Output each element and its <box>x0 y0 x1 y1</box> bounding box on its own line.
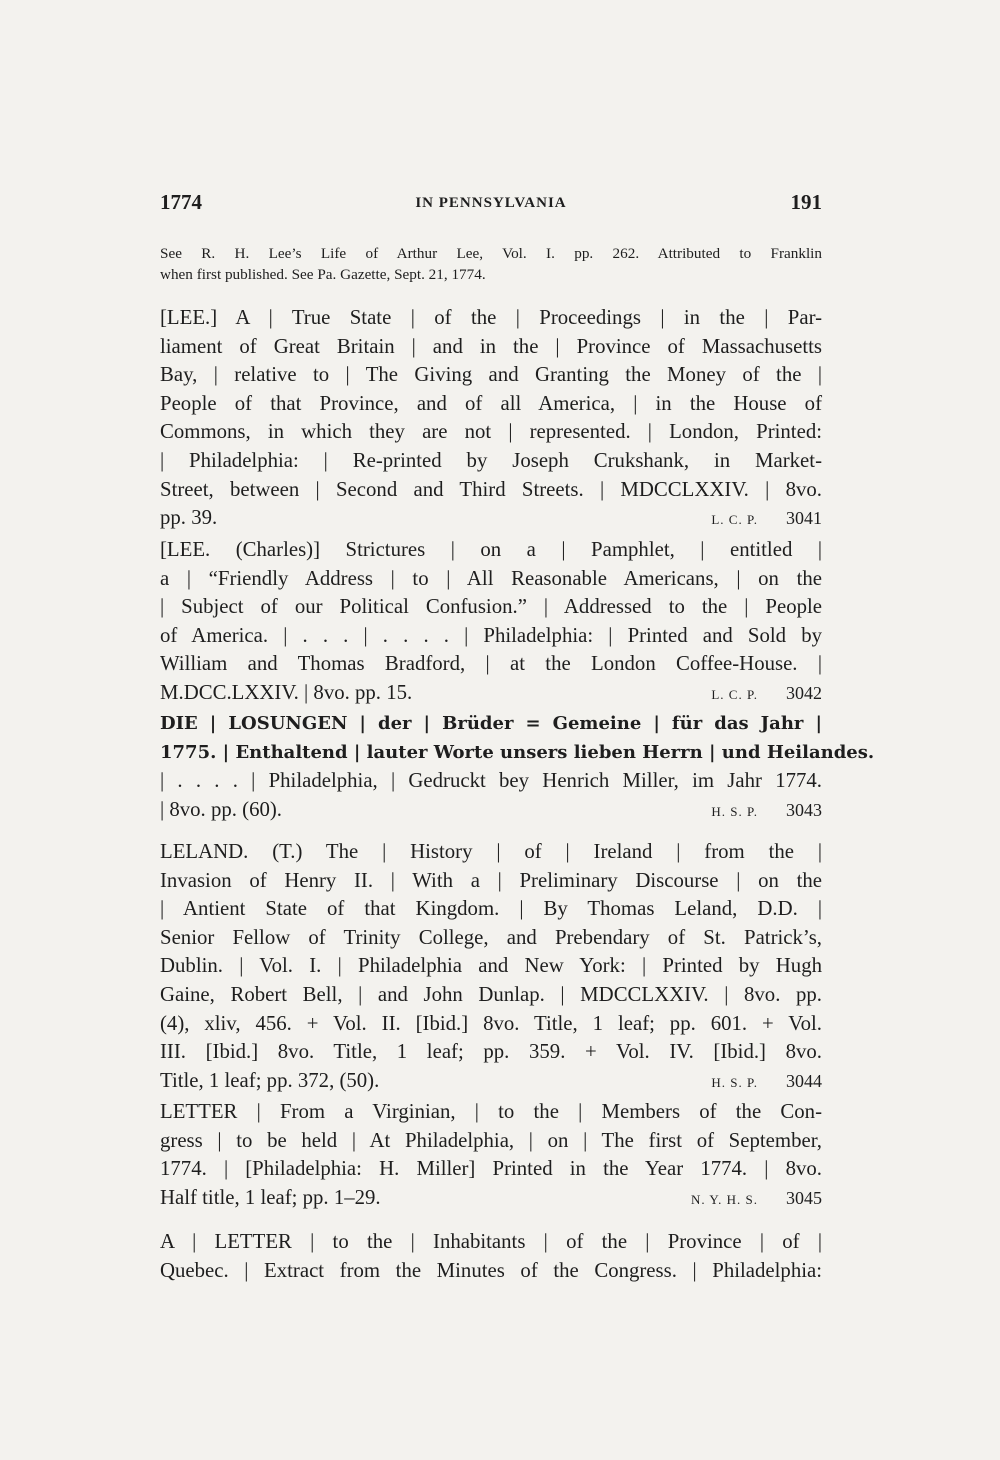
entry-line: Quebec. | Extract from the Minutes of the Congress. | Philadelphia: <box>160 1258 822 1282</box>
entry-line: | Antient State of that Kingdom. | By Thomas Leland, D.D. | <box>160 897 822 921</box>
entry-line: [LEE. (Charles)] Strictures | on a | Pamphlet, | entitled | <box>160 538 822 561</box>
entry-number: 3043 <box>786 799 822 820</box>
entry-line: LETTER | From a Virginian, | to the | Members of the Con- <box>160 1100 822 1123</box>
entry-last-line <box>160 504 822 533</box>
entry-line: | 8vo. pp. (60). <box>160 797 282 821</box>
entry-line: Invasion of Henry II. | With a | Preliminary Discourse | on the <box>160 868 822 892</box>
entry-reference <box>711 504 822 535</box>
bibliography-entry-3045 <box>160 1098 822 1212</box>
entry-line: a | “Friendly Address | to | All Reasonable Americans, | on the <box>160 566 822 590</box>
entry-line: Gaine, Robert Bell, | and John Dunlap. | MDCCLXXIV. | 8vo. pp. <box>160 982 822 1006</box>
header-title: IN PENNSYLVANIA <box>415 195 567 211</box>
entry-line: liament of Great Britain | and in the | Province of Massachusetts <box>160 334 822 358</box>
library-code: N. Y. H. S. <box>691 1191 758 1207</box>
entry-last-line <box>160 796 822 825</box>
entry-line: Commons, in which they are not | represented. | London, Printed: <box>160 420 822 444</box>
entry-line: gress | to be held | At Philadelphia, | on | The first of September, <box>160 1128 822 1152</box>
entry-line: Half title, 1 leaf; pp. 1–29. <box>160 1185 381 1209</box>
entry-line: | Subject of our Political Confusion.” | Addressed to the | People <box>160 595 822 619</box>
running-header <box>160 190 822 220</box>
entry-line-blackletter: DIE | LOSUNGEN | der | Brüder = Gemeine | für das Jahr | <box>160 713 822 734</box>
bibliography-entry-continued <box>160 1228 822 1285</box>
entry-reference <box>691 1184 822 1215</box>
entry-line: William and Thomas Bradford, | at the London Coffee-House. | <box>160 652 822 676</box>
entry-number: 3041 <box>786 508 822 529</box>
header-year: 1774 <box>160 190 202 214</box>
entry-line: M.DCC.LXXIV. | 8vo. pp. 15. <box>160 680 413 704</box>
entry-line: LELAND. (T.) The | History | of | Ireland | from the | <box>160 840 822 863</box>
entry-line: Senior Fellow of Trinity College, and Prebendary of St. Patrick’s, <box>160 925 822 949</box>
entry-line-blackletter: 1775. | Enthaltend | lauter Worte unsers lieben Herrn | und Heilandes. <box>160 741 875 763</box>
entry-last-line <box>160 679 822 708</box>
entry-reference <box>711 1067 822 1098</box>
entry-line: A | LETTER | to the | Inhabitants | of the | Province | of | <box>160 1230 822 1253</box>
entry-line: (4), xliv, 456. + Vol. II. [Ibid.] 8vo. Title, 1 leaf; pp. 601. + Vol. <box>160 1011 822 1035</box>
bibliography-entry-3044 <box>160 838 822 1095</box>
bibliography-entry-3043 <box>160 710 875 824</box>
entry-line: Bay, | relative to | The Giving and Granting the Money of the | <box>160 363 822 387</box>
entry-last-line <box>160 1067 822 1096</box>
entry-number: 3044 <box>786 1070 822 1091</box>
entry-last-line <box>160 1184 822 1213</box>
entry-reference <box>711 796 822 827</box>
entry-line: | Philadelphia: | Re-printed by Joseph Crukshank, in Market- <box>160 448 822 472</box>
entry-line: pp. 39. <box>160 506 218 530</box>
note-line: when first published. See Pa. Gazette, Sept. 21, 1774. <box>160 266 486 283</box>
bibliography-entry-3041 <box>160 304 822 533</box>
entry-line: of America. | . . . | . . . . | Philadelphia: | Printed and Sold by <box>160 623 822 647</box>
entry-line: Dublin. | Vol. I. | Philadelphia and New York: | Printed by Hugh <box>160 954 822 978</box>
page-number: 191 <box>790 190 822 214</box>
note-line: See R. H. Lee’s Life of Arthur Lee, Vol. I. pp. 262. Attributed to Franklin <box>160 245 822 262</box>
entry-line: III. [Ibid.] 8vo. Title, 1 leaf; pp. 359. + Vol. IV. [Ibid.] 8vo. <box>160 1040 822 1064</box>
library-code: H. S. P. <box>711 803 758 819</box>
note-paragraph <box>160 243 822 285</box>
library-code: H. S. P. <box>711 1074 758 1090</box>
bibliography-entry-3042 <box>160 536 822 708</box>
entry-number: 3045 <box>786 1187 822 1208</box>
entry-line: | . . . . | Philadelphia, | Gedruckt bey Henrich Miller, im Jahr 1774. <box>160 769 822 793</box>
entry-line: [LEE.] A | True State | of the | Proceedings | in the | Par- <box>160 306 822 329</box>
entry-number: 3042 <box>786 682 822 703</box>
entry-line: People of that Province, and of all America, | in the House of <box>160 391 822 415</box>
entry-line: Street, between | Second and Third Streets. | MDCCLXXIV. | 8vo. <box>160 477 822 501</box>
entry-reference <box>711 679 822 710</box>
library-code: L. C. P. <box>711 686 758 702</box>
entry-line: 1774. | [Philadelphia: H. Miller] Printed in the Year 1774. | 8vo. <box>160 1157 822 1181</box>
library-code: L. C. P. <box>711 512 758 528</box>
entry-line: Title, 1 leaf; pp. 372, (50). <box>160 1068 380 1092</box>
